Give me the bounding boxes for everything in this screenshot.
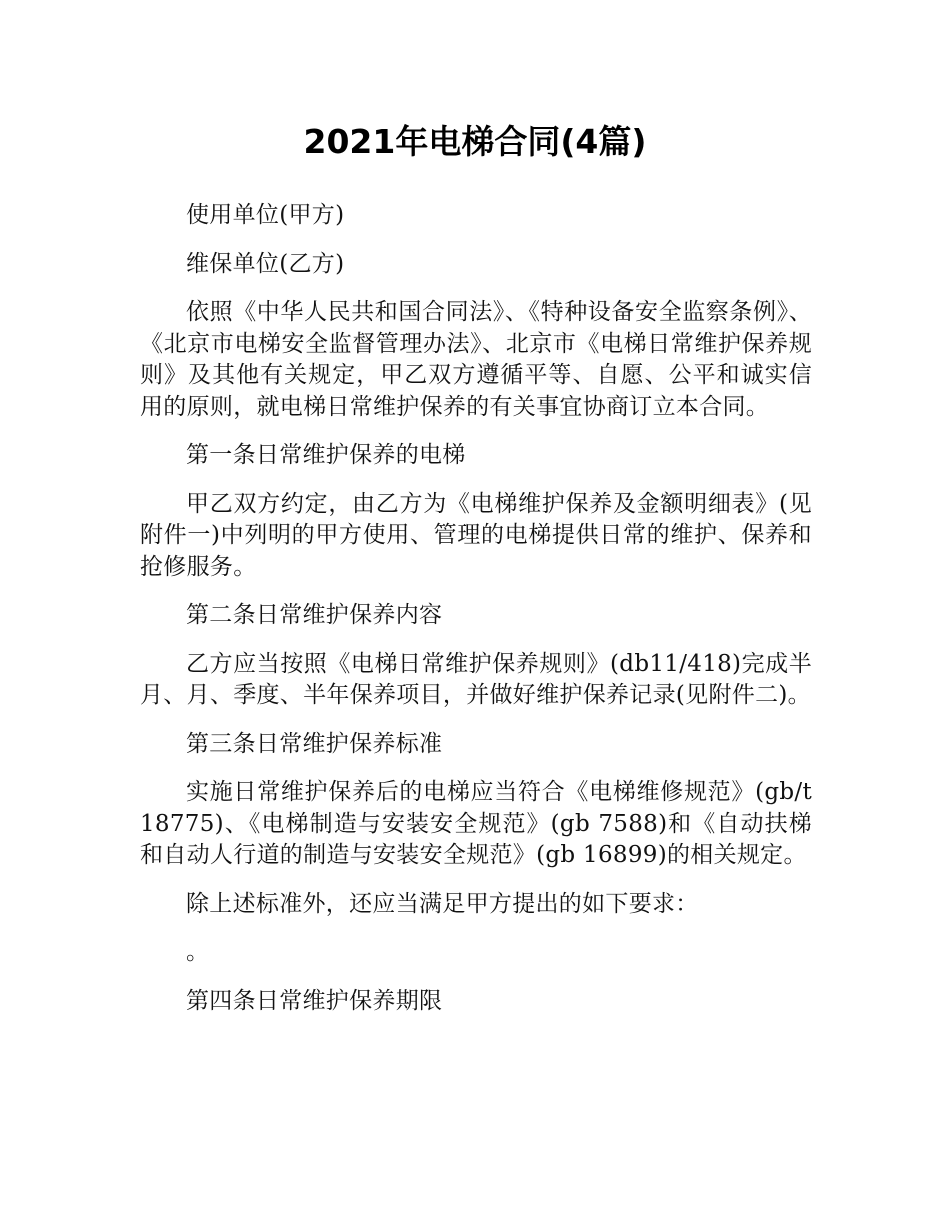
paragraph-blank: 。 [186, 939, 210, 965]
section-heading-4: 第四条日常维护保养期限 [186, 987, 443, 1014]
paragraph-section-2: 乙方应当按照《电梯日常维护保养规则》(db11/418)完成半月、月、季度、半年保养项目，并做好维护保养记录(见附件二)。 [140, 650, 812, 708]
paragraph-section-3: 实施日常维护保养后的电梯应当符合《电梯维修规范》(gb/t18775)、《电梯制造与安装安全规范》(gb 7588)和《自动扶梯和自动人行道的制造与安装安全规范》(gb 16899)的相关规定。 [140, 779, 812, 868]
paragraph-extra-requirements: 除上述标准外，还应当满足甲方提出的如下要求： [186, 890, 699, 917]
section-heading-2: 第二条日常维护保养内容 [186, 602, 443, 628]
document-body [140, 200, 812, 1034]
paragraph-preamble: 依照《中华人民共和国合同法》、《特种设备安全监察条例》、《北京市电梯安全监督管理办法》、北京市《电梯日常维护保养规则》及其他有关规定，甲乙双方遵循平等、自愿、公平和诚实信用的原则，就电梯日常维护保养的有关事宜协商订立本合同。 [140, 299, 812, 420]
section-heading-1: 第一条日常维护保养的电梯 [186, 442, 466, 468]
paragraph-section-1: 甲乙双方约定，由乙方为《电梯维护保养及金额明细表》(见附件一)中列明的甲方使用、管理的电梯提供日常的维护、保养和抢修服务。 [140, 490, 812, 580]
paragraph-party-b: 维保单位(乙方) [186, 250, 345, 277]
paragraph-party-a: 使用单位(甲方) [186, 202, 345, 228]
page-title: 2021年电梯合同(4篇) [303, 122, 647, 161]
section-heading-3: 第三条日常维护保养标准 [186, 730, 443, 757]
